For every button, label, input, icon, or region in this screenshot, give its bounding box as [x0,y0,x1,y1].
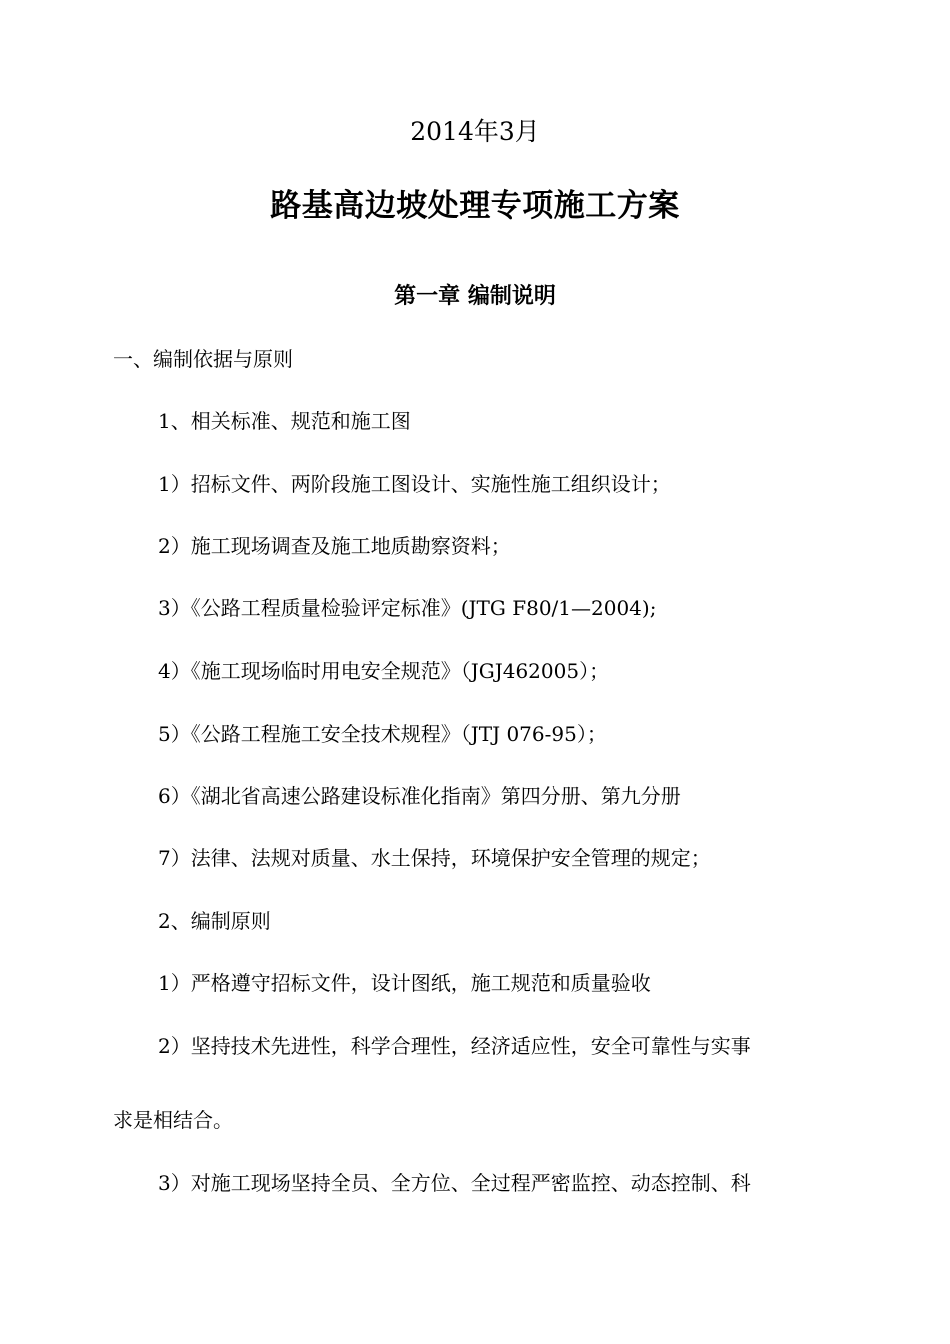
basis-item: 5）《公路工程施工安全技术规程》（JTJ 076-95）； [158,722,607,746]
basis-item: 3）《公路工程质量检验评定标准》(JTG F80/1—2004); [158,596,657,620]
principle-item: 3）对施工现场坚持全员、全方位、全过程严密监控、动态控制、科 [158,1171,751,1195]
principle-item-continuation: 求是相结合。 [113,1108,233,1132]
basis-item: 1）招标文件、两阶段施工图设计、实施性施工组织设计； [158,472,671,496]
subsection-heading: 1、相关标准、规范和施工图 [158,409,411,433]
principle-item: 2）坚持技术先进性，科学合理性，经济适应性，安全可靠性与实事 [158,1034,751,1058]
basis-item: 2）施工现场调查及施工地质勘察资料； [158,534,511,558]
document-title: 路基高边坡处理专项施工方案 [270,188,680,224]
basis-item: 6）《湖北省高速公路建设标准化指南》第四分册、第九分册 [158,784,681,808]
basis-item: 4）《施工现场临时用电安全规范》（JGJ462005）； [158,659,610,683]
basis-item: 7）法律、法规对质量、水土保持，环境保护安全管理的规定； [158,846,711,870]
principle-item: 1）严格遵守招标文件，设计图纸，施工规范和质量验收 [158,971,651,995]
section-heading: 一、编制依据与原则 [113,347,293,371]
chapter-heading: 第一章 编制说明 [394,283,556,309]
subsection-heading: 2、编制原则 [158,909,271,933]
document-date: 2014年3月 [410,117,540,146]
